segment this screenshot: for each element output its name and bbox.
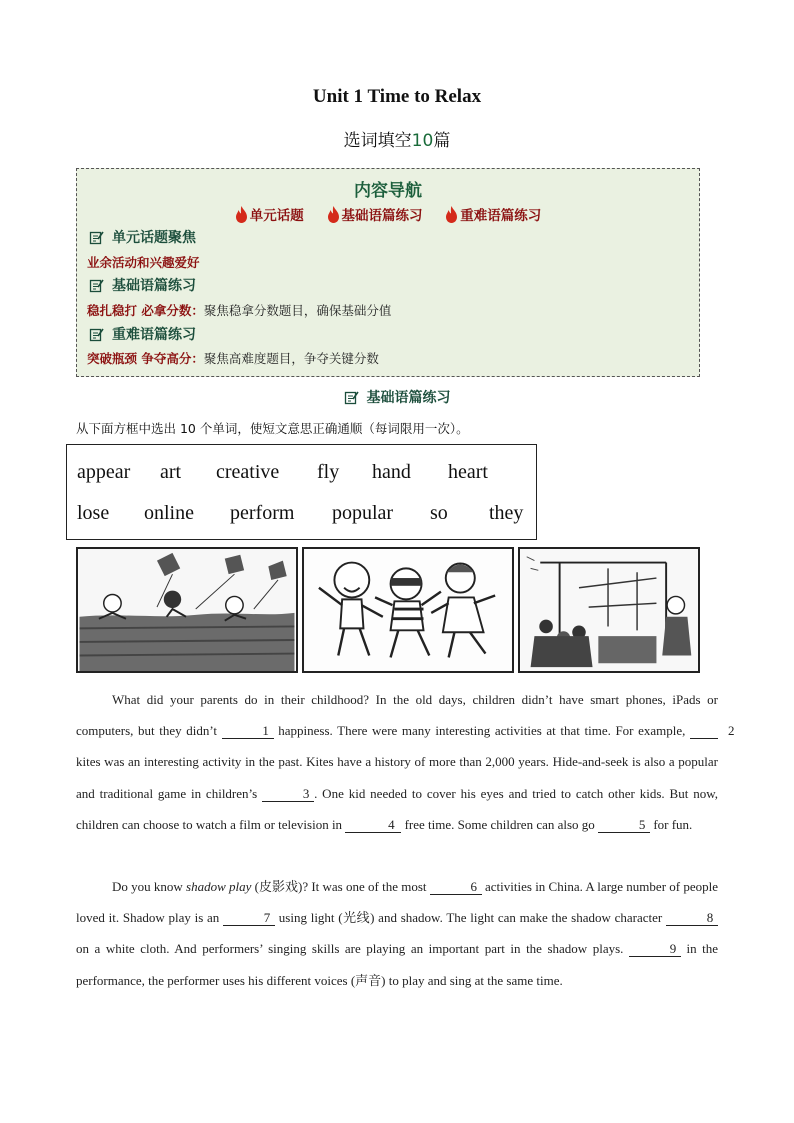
word-bank-item: online	[144, 502, 194, 524]
answer-blank[interactable]: 2	[690, 724, 718, 739]
word-bank-item: hand	[372, 461, 411, 483]
exercise-heading: 基础语篇练习	[0, 387, 794, 407]
answer-blank[interactable]: 6	[430, 880, 482, 895]
word-bank	[66, 444, 537, 540]
shadow-play-illustration	[518, 547, 700, 673]
kite-flying-illustration	[76, 547, 298, 673]
answer-blank[interactable]: 7	[223, 911, 275, 926]
word-bank-item: so	[430, 502, 448, 524]
nav-section-topic-heading: 单元话题聚焦	[89, 227, 196, 247]
word-bank-item: lose	[77, 502, 110, 524]
subtitle-prefix: 选词填空	[343, 131, 412, 151]
nav-section-basic-heading: 基础语篇练习	[89, 275, 196, 295]
answer-blank[interactable]: 9	[629, 942, 681, 957]
nav-link-topic[interactable]: 单元话题	[235, 204, 304, 224]
subtitle-suffix: 篇	[433, 131, 451, 151]
note-icon	[89, 230, 104, 245]
content-navigation-box	[76, 168, 700, 377]
answer-blank[interactable]: 4	[345, 818, 401, 833]
word-bank-item: art	[160, 461, 182, 483]
hide-and-seek-illustration	[302, 547, 514, 673]
nav-section-advanced-heading: 重难语篇练习	[89, 324, 196, 344]
answer-blank[interactable]: 3	[262, 787, 314, 802]
exercise-instruction: 从下面方框中选出 10 个单词，使短文意思正确通顺（每词限用一次）。	[76, 421, 469, 436]
answer-blank[interactable]: 5	[598, 818, 650, 833]
note-icon	[344, 390, 359, 405]
page-title: Unit 1 Time to Relax	[312, 86, 482, 107]
word-bank-item: perform	[230, 502, 295, 524]
word-bank-item: popular	[332, 502, 394, 524]
flame-icon	[445, 206, 458, 223]
answer-blank[interactable]: 8	[666, 911, 718, 926]
word-bank-item: fly	[317, 461, 340, 483]
word-bank-item: creative	[216, 461, 280, 483]
nav-section-advanced-desc: 突破瓶颈 争夺高分：聚焦高难度题目，争夺关键分数	[87, 351, 379, 366]
flame-icon	[235, 206, 248, 223]
note-icon	[89, 278, 104, 293]
note-icon	[89, 327, 104, 342]
nav-title: 内容导航	[354, 181, 422, 201]
answer-blank[interactable]: 1	[222, 724, 274, 739]
passage-paragraph-2: Do you know shadow play (皮影戏)? It was one of the most 6 activities in China. A large number of people loved it. Shadow play is an 7 using light (光线) and shadow. The light can make the shadow character 8 on a white cloth. And performers’ singing skills are playing an important part in the shadow plays. 9 in the performance, the performer uses his different voices (声音) to play and sing at the same time.	[76, 879, 718, 988]
nav-section-basic-desc: 稳扎稳打 必拿分数：聚焦稳拿分数题目，确保基础分值	[87, 303, 392, 318]
nav-link-advanced[interactable]: 重难语篇练习	[445, 204, 541, 224]
word-bank-item: they	[489, 502, 524, 524]
nav-section-topic-desc: 业余活动和兴趣爱好	[87, 255, 200, 270]
passage-paragraph-1: What did your parents do in their childhood? In the old days, children didn’t have smart phones, iPads or computers, but they didn’t 1 happiness. There were many interesting activities at that time. For example, 2 kites was an interesting activity in the past. Kites have a history of more than 2,000 years. Hide-and-seek is also a popular and traditional game in children’s 3 . One kid needed to cover his eyes and tried to catch other kids. But now, children can choose to watch a film or television in 4 free time. Some children can also go 5 for fun.	[76, 692, 735, 832]
nav-link-basic[interactable]: 基础语篇练习	[327, 204, 423, 224]
subtitle-number: 10	[411, 131, 434, 151]
word-bank-item: heart	[448, 461, 488, 483]
flame-icon	[327, 206, 340, 223]
nav-links	[77, 204, 699, 224]
illustrations	[76, 547, 700, 673]
page-subtitle	[0, 126, 794, 151]
word-bank-item: appear	[77, 461, 131, 483]
